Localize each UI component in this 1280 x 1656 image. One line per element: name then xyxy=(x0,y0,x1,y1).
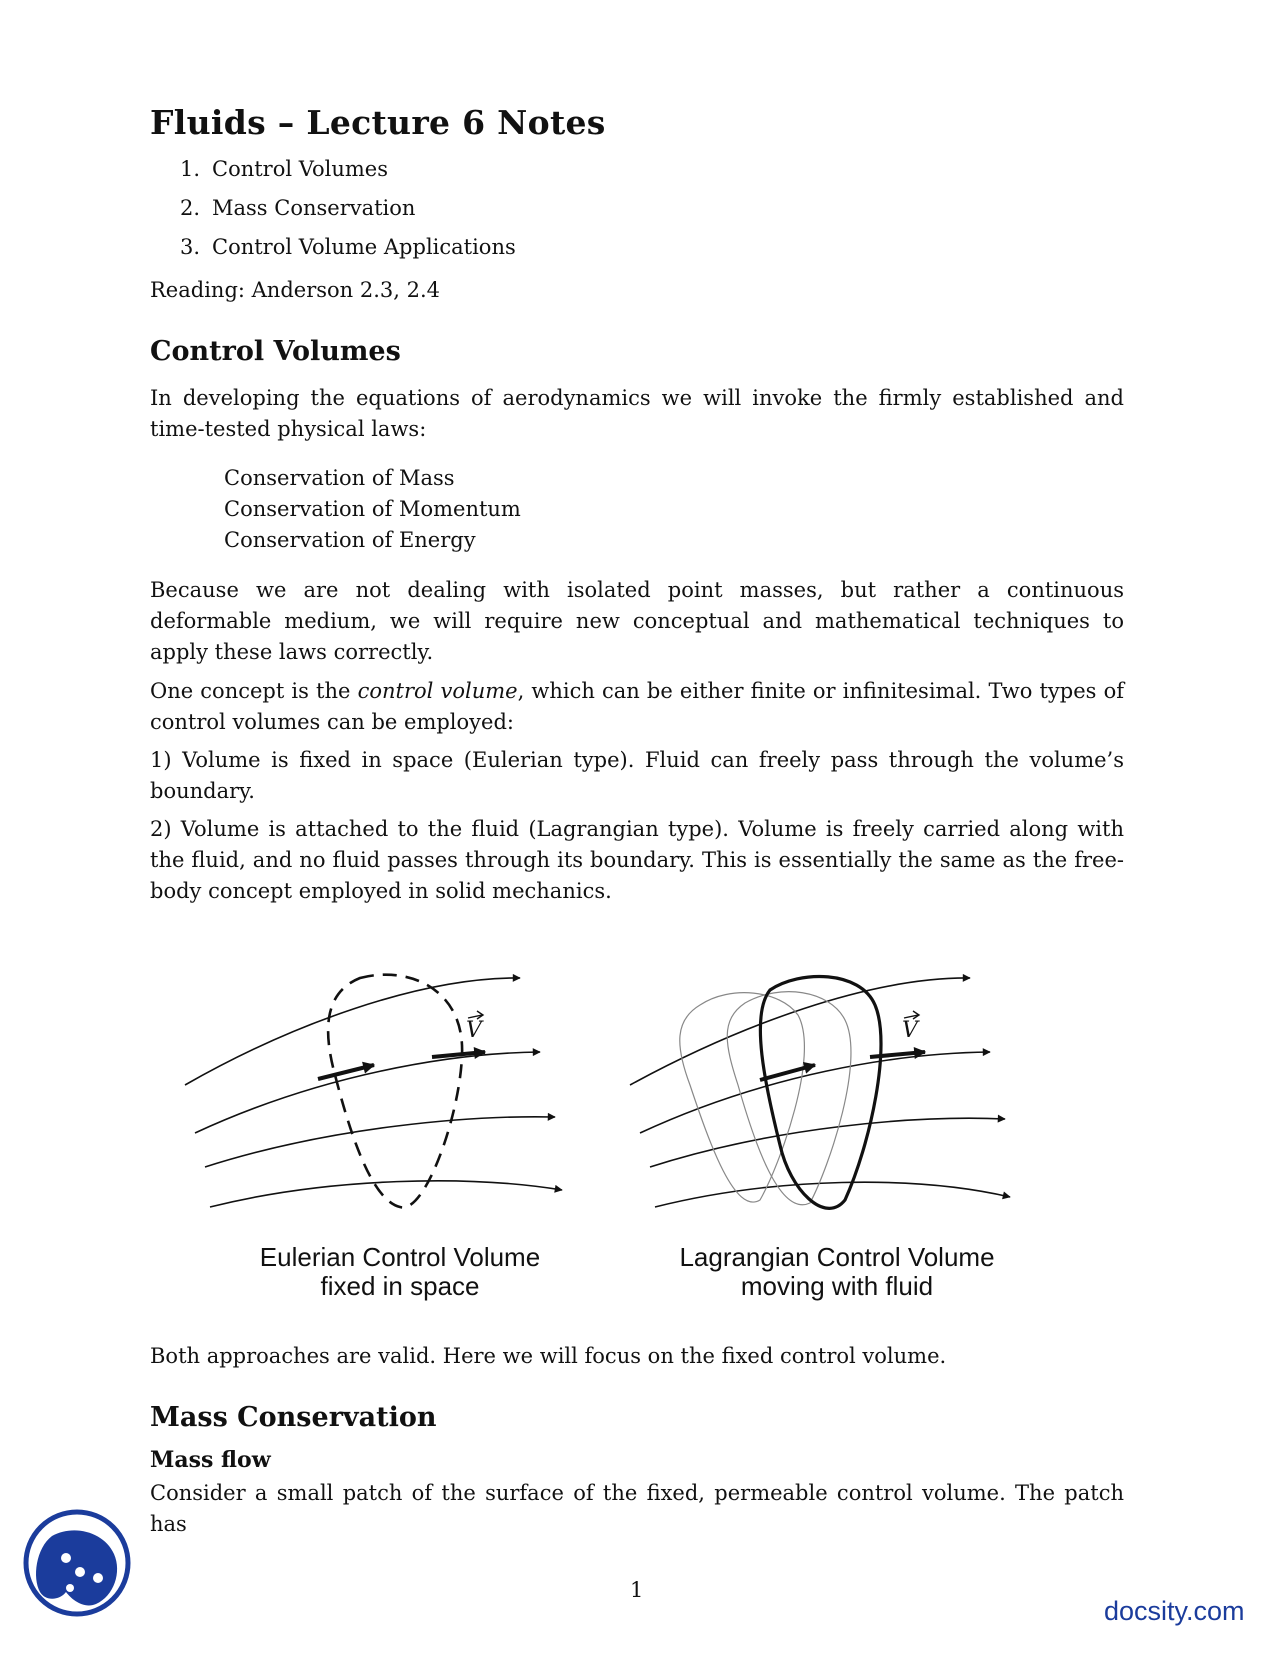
laws-list xyxy=(224,463,521,556)
docsity-logo-icon xyxy=(22,1508,132,1618)
document-title: Fluids – Lecture 6 Notes xyxy=(150,103,606,142)
outline-item-3 xyxy=(180,235,516,259)
concept-emphasis: control volume xyxy=(357,679,518,703)
docsity-brand-link[interactable]: docsity.com xyxy=(1104,1596,1245,1626)
eulerian-control-volume xyxy=(328,975,462,1208)
control-volume-figure xyxy=(170,965,1050,1315)
outline-number: 1. xyxy=(180,157,201,181)
concept-text-post: , which can be either finite or infinitesimal. Two types of control volumes can be employed: xyxy=(150,679,1124,734)
lagrangian-caption-line-2: moving with fluid xyxy=(740,1271,934,1301)
outline-text: Mass Conservation xyxy=(212,196,416,220)
eulerian-caption xyxy=(230,1243,570,1301)
streamline xyxy=(210,1181,562,1207)
law-item-mass: Conservation of Mass xyxy=(224,466,455,490)
lagrangian-previous-positions xyxy=(680,992,851,1205)
control-volume-diagram xyxy=(170,965,1050,1235)
intro-paragraph: In developing the equations of aerodynamics we will invoke the firmly established and time-tested physical laws: xyxy=(150,386,1124,441)
outline-item-2 xyxy=(180,196,415,220)
streamline xyxy=(650,1118,1005,1167)
continuous-medium-paragraph: Because we are not dealing with isolated point masses, but rather a continuous deformable medium, we will require new conceptual and mathematical techniques to apply these laws correctly. xyxy=(150,578,1124,664)
outline-number: 3. xyxy=(180,235,201,259)
eulerian-velocity-label: V xyxy=(466,1018,482,1043)
velocity-arrow xyxy=(760,1065,815,1080)
eulerian-streamlines xyxy=(185,978,562,1207)
concept-paragraph xyxy=(150,676,1124,738)
section-heading-control-volumes: Control Volumes xyxy=(150,336,401,367)
outline-item-1 xyxy=(180,157,388,181)
eulerian-caption-line-1: Eulerian Control Volume xyxy=(259,1242,541,1272)
lagrangian-velocity-label: V xyxy=(902,1018,918,1043)
law-item-energy: Conservation of Energy xyxy=(224,528,476,552)
outline-text: Control Volumes xyxy=(212,157,388,181)
mass-flow-paragraph: Consider a small patch of the surface of the fixed, permeable control volume. The patch has xyxy=(150,1481,1124,1536)
page-number: 1 xyxy=(630,1578,644,1602)
lagrangian-velocity-arrows xyxy=(760,1052,925,1080)
concept-text-pre: One concept is the xyxy=(150,679,358,703)
outline-text: Control Volume Applications xyxy=(212,235,516,259)
streamline xyxy=(205,1117,555,1167)
both-approaches-paragraph: Both approaches are valid. Here we will focus on the fixed control volume. xyxy=(150,1344,947,1368)
lagrangian-caption-line-1: Lagrangian Control Volume xyxy=(679,1242,995,1272)
streamline xyxy=(195,1052,540,1133)
lagrangian-type-paragraph: 2) Volume is attached to the fluid (Lagrangian type). Volume is freely carried along with the fluid, and no fluid passes through its boundary. This is essentially the same as the free-body concept employed in solid mechanics. xyxy=(150,817,1124,903)
outline-number: 2. xyxy=(180,196,201,220)
eulerian-type-paragraph: 1) Volume is fixed in space (Eulerian type). Fluid can freely pass through the volume’s boundary. xyxy=(150,748,1124,803)
law-item-momentum: Conservation of Momentum xyxy=(224,497,521,521)
subsection-heading-mass-flow: Mass flow xyxy=(150,1447,271,1473)
lagrangian-streamlines xyxy=(630,978,1010,1207)
lagrangian-control-volume xyxy=(760,976,881,1208)
reading-line: Reading: Anderson 2.3, 2.4 xyxy=(150,278,441,302)
streamline xyxy=(655,1182,1010,1207)
velocity-arrow xyxy=(318,1065,374,1079)
section-heading-mass-conservation: Mass Conservation xyxy=(150,1402,437,1433)
lagrangian-caption xyxy=(657,1243,1017,1301)
eulerian-caption-line-2: fixed in space xyxy=(320,1271,480,1301)
